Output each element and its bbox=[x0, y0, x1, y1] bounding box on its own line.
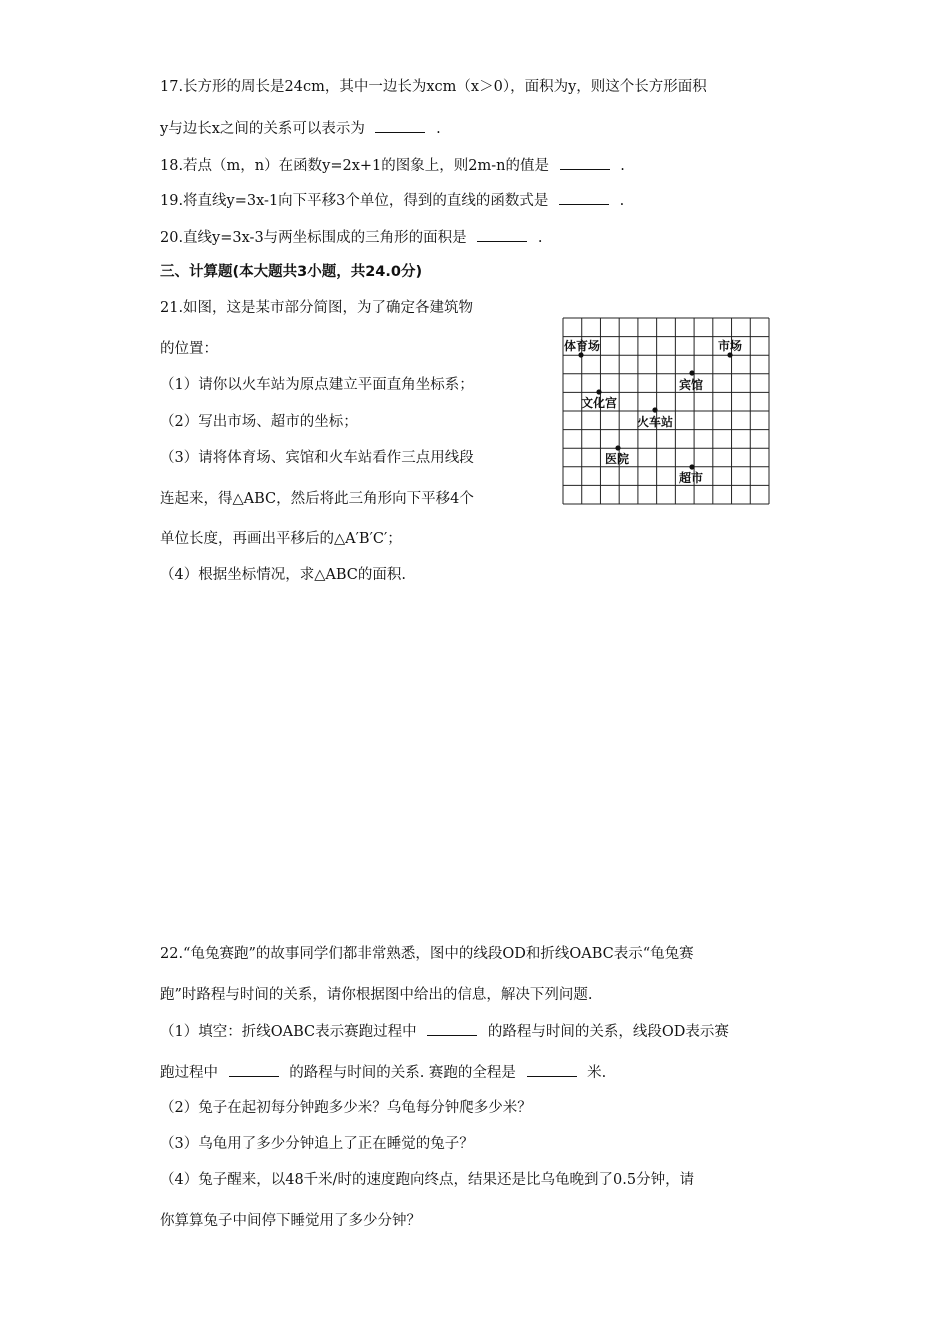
stadium-point bbox=[578, 352, 583, 357]
stadium-label: 体育场 bbox=[564, 339, 601, 353]
q22-blank-distance[interactable] bbox=[527, 1062, 577, 1077]
train-station-point bbox=[652, 407, 657, 412]
q18-answer-blank[interactable] bbox=[560, 155, 610, 170]
q22-item1-text-c: 跑过程中 bbox=[160, 1065, 218, 1081]
q22-item1-text-a: （1）填空：折线OABC表示赛跑过程中 bbox=[160, 1024, 417, 1040]
q20-line bbox=[160, 227, 543, 248]
q17-period: . bbox=[436, 121, 441, 137]
train-station-label: 火车站 bbox=[637, 415, 674, 429]
q21-item3a: （3）请将体育场、宾馆和火车站看作三点用线段 bbox=[160, 450, 474, 466]
culture-palace-point bbox=[596, 389, 601, 394]
q20-answer-blank[interactable] bbox=[477, 227, 527, 242]
q22-item1-text-e: 米. bbox=[587, 1065, 607, 1081]
q19-text: 19.将直线y=3x-1向下平移3个单位，得到的直线的函数式是 bbox=[160, 193, 549, 209]
q17-line1: 17.长方形的周长是24cm，其中一边长为xcm（x＞0），面积为y，则这个长方形面积 bbox=[160, 79, 707, 95]
q22-item4a: （4）兔子醒来，以48千米/时的速度跑向终点，结果还是比乌龟晚到了0.5分钟，请 bbox=[160, 1172, 695, 1188]
q22-item4b: 你算算兔子中间停下睡觉用了多少分钟？ bbox=[160, 1213, 421, 1229]
q22-item1-line1 bbox=[160, 1021, 729, 1042]
q22-item1-text-d: 的路程与时间的关系. 赛跑的全程是 bbox=[289, 1065, 516, 1081]
supermarket-point bbox=[689, 464, 694, 469]
hotel-point bbox=[689, 370, 694, 375]
q19-line bbox=[160, 190, 624, 211]
q21-item3b: 连起来，得△ABC，然后将此三角形向下平移4个 bbox=[160, 491, 474, 507]
q22-item3: （3）乌龟用了多少分钟追上了正在睡觉的兔子？ bbox=[160, 1136, 474, 1152]
hospital-point bbox=[615, 445, 620, 450]
q22-blank-tortoise[interactable] bbox=[229, 1062, 279, 1077]
market-label: 市场 bbox=[718, 339, 743, 353]
q19-answer-blank[interactable] bbox=[559, 190, 609, 205]
q17-answer-blank[interactable] bbox=[375, 118, 425, 133]
q21-line2: 的位置： bbox=[160, 341, 218, 357]
hospital-label: 医院 bbox=[605, 452, 630, 466]
q21-item1: （1）请你以火车站为原点建立平面直角坐标系； bbox=[160, 377, 474, 393]
culture-palace-label: 文化宫 bbox=[581, 396, 618, 410]
q21-item3c: 单位长度，再画出平移后的△A′B′C′； bbox=[160, 531, 402, 547]
q21-line1: 21.如图，这是某市部分简图，为了确定各建筑物 bbox=[160, 300, 474, 316]
q20-period: . bbox=[537, 230, 543, 246]
market-point bbox=[727, 352, 732, 357]
q17-text: y与边长x之间的关系可以表示为 bbox=[160, 121, 365, 137]
q21-item2: （2）写出市场、超市的坐标； bbox=[160, 414, 358, 430]
q22-item1-text-b: 的路程与时间的关系，线段OD表示赛 bbox=[487, 1024, 729, 1040]
q22-line1: 22.“龟兔赛跑”的故事同学们都非常熟悉，图中的线段OD和折线OABC表示“龟兔赛 bbox=[160, 946, 694, 962]
q18-period: . bbox=[620, 158, 625, 174]
city-map-grid bbox=[562, 317, 770, 507]
q22-blank-rabbit[interactable] bbox=[427, 1021, 477, 1036]
q18-line bbox=[160, 155, 625, 176]
hotel-label: 宾馆 bbox=[679, 378, 704, 392]
q20-text: 20.直线y=3x-3与两坐标围成的三角形的面积是 bbox=[160, 230, 467, 246]
q21-item4: （4）根据坐标情况，求△ABC的面积. bbox=[160, 567, 406, 583]
q22-item2: （2）兔子在起初每分钟跑多少米？乌龟每分钟爬多少米？ bbox=[160, 1100, 532, 1116]
q22-line2: 跑”时路程与时间的关系，请你根据图中给出的信息，解决下列问题. bbox=[160, 987, 593, 1003]
q19-period: . bbox=[619, 193, 625, 209]
supermarket-label: 超市 bbox=[679, 471, 704, 485]
q22-item1-line2 bbox=[160, 1062, 606, 1083]
q17-line2 bbox=[160, 118, 441, 139]
q18-text: 18.若点（m，n）在函数y=2x+1的图象上，则2m-n的值是 bbox=[160, 158, 549, 174]
section-heading: 三、计算题(本大题共3小题，共24.0分) bbox=[160, 264, 423, 280]
